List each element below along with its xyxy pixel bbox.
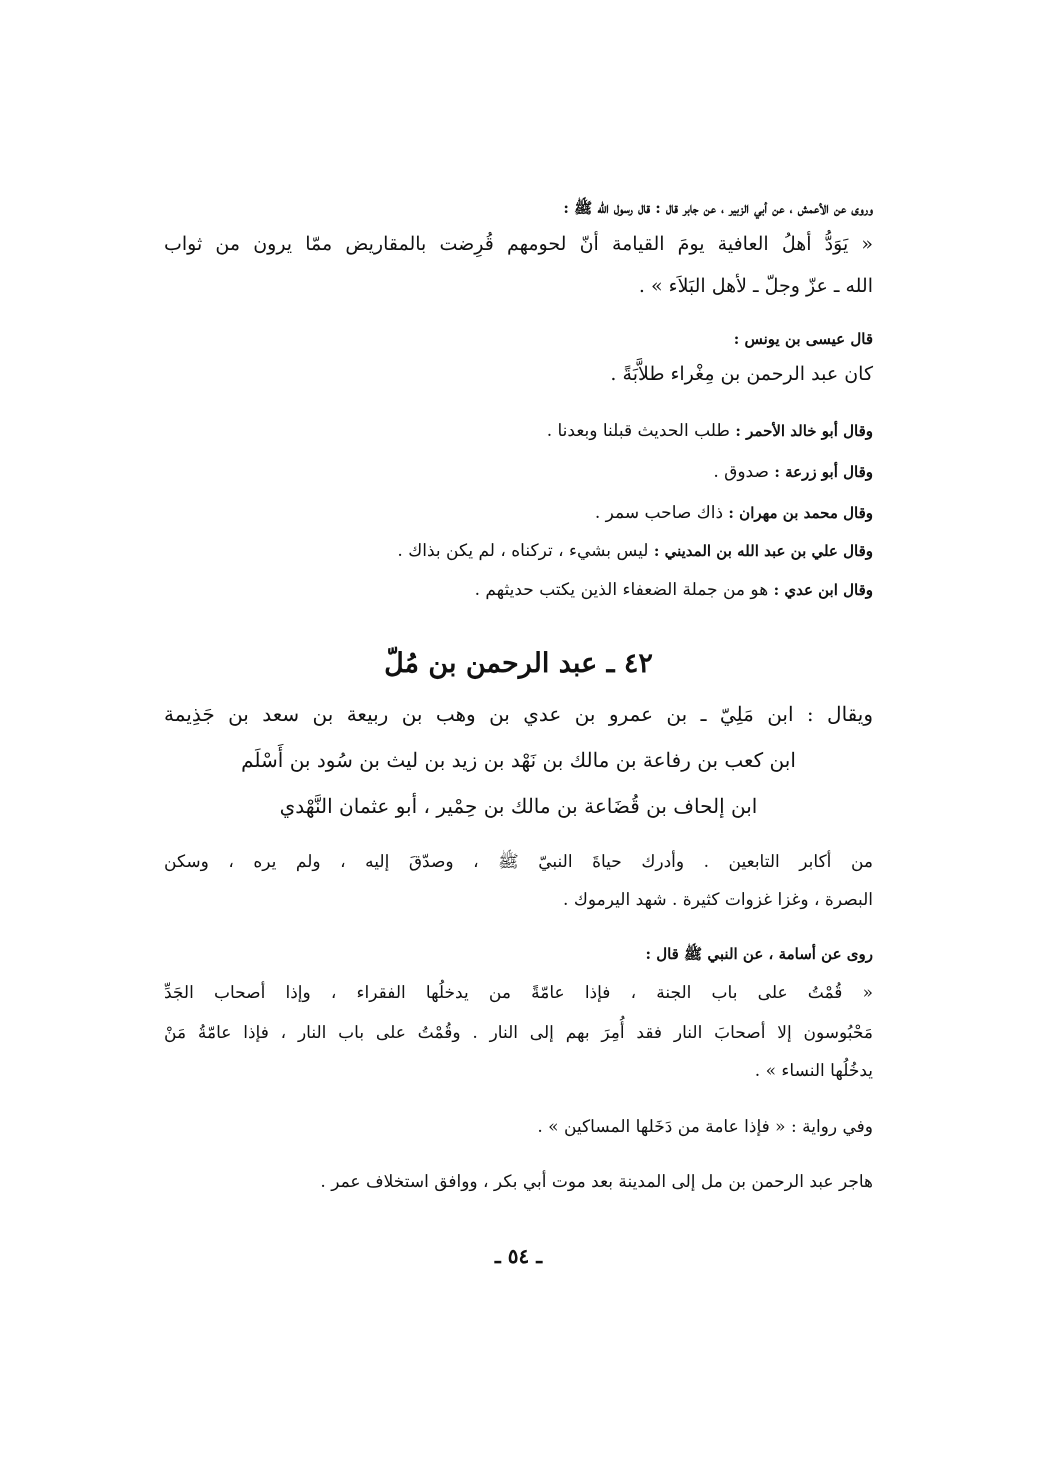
- saying-line: [595, 503, 873, 523]
- hadith-intro-jabir: وروى عن الأعمش ، عن أبي الزبير ، عن جابر قال : قال رسول الله ﷺ :: [563, 199, 873, 217]
- hadith-text-line: « يَوَدُّ أهلُ العافية يومَ القيامة أنّ لحومهم قُرِضت بالمقاريض ممّا يرون من ثواب: [164, 233, 873, 255]
- saying-speaker: وقال محمد بن مهران :: [728, 504, 873, 522]
- saying-line: [397, 541, 873, 561]
- saying-speaker: وقال أبو خالد الأحمر :: [735, 422, 873, 440]
- lineage-line: ابن كعب بن رفاعة بن مالك بن نَهْد بن زيد بن ليث بن سُود بن أَسْلَم: [241, 748, 796, 772]
- quote-intro-isa: قال عيسى بن يونس :: [733, 330, 873, 348]
- entry-heading: ٤٢ ـ عبد الرحمن بن مُلّ: [384, 648, 653, 679]
- saying-text: هو من جملة الضعفاء الذين يكتب حديثهم .: [474, 580, 774, 600]
- lineage-line: ويقال : ابن مَلِيّ ـ بن عمرو بن عدي بن وهب بن ربيعة بن سعد بن جَذِيمة: [164, 702, 873, 726]
- lineage-line: ابن إلحاف بن قُضَاعة بن مالك بن حِمْير ، أبو عثمان النَّهْدي: [279, 794, 758, 818]
- saying-line: [475, 580, 873, 600]
- page-number: ـ ٥٤ ـ: [494, 1244, 543, 1268]
- saying-line: [547, 421, 873, 441]
- quote-text: كان عبد الرحمن بن مِغْراء طلاَّبَةً .: [610, 363, 873, 385]
- hijra-line: هاجر عبد الرحمن بن مل إلى المدينة بعد موت أبي بكر ، ووافق استخلاف عمر .: [320, 1172, 873, 1192]
- saying-text: ليس بشيء ، تركناه ، لم يكن بذاك .: [397, 541, 654, 561]
- hadith-intro-usama: روى عن أسامة ، عن النبي ﷺ قال :: [645, 945, 873, 963]
- riwaya-line: وفي رواية : « فإذا عامة من دَخَلها المساكين » .: [537, 1117, 873, 1137]
- saying-text: طلب الحديث قبلنا وبعدنا .: [546, 421, 736, 441]
- hadith-text-line: مَحْبُوسون إلا أصحابَ النار فقد أُمِرَ بهم إلى النار . وقُمْتُ على باب النار ، فإذا عامّةُ مَنْ: [164, 1023, 873, 1043]
- saying-speaker: وقال أبو زرعة :: [774, 463, 873, 481]
- bio-line: من أكابر التابعين . وأدرك حياةَ النبيّ ﷺ ، وصدّقَ إليه ، ولم يره ، وسكن: [164, 852, 873, 872]
- hadith-text-line: يدخُلُها النساء » .: [754, 1061, 873, 1081]
- saying-speaker: وقال ابن عدي :: [773, 581, 873, 599]
- hadith-text-line: « قُمْتُ على باب الجنة ، فإذا عامّةً من يدخلُها الفقراء ، وإذا أصحاب الجَدِّ: [164, 983, 873, 1003]
- saying-line: [713, 462, 873, 482]
- saying-speaker: وقال علي بن عبد الله بن المديني :: [653, 542, 873, 560]
- bio-line: البصرة ، وغزا غزوات كثيرة . شهد اليرموك .: [563, 890, 873, 910]
- saying-text: صدوق .: [713, 462, 775, 482]
- saying-text: ذاك صاحب سمر .: [594, 503, 729, 523]
- hadith-text-line: الله ـ عزّ وجلّ ـ لأهل البَلاَء » .: [638, 275, 873, 297]
